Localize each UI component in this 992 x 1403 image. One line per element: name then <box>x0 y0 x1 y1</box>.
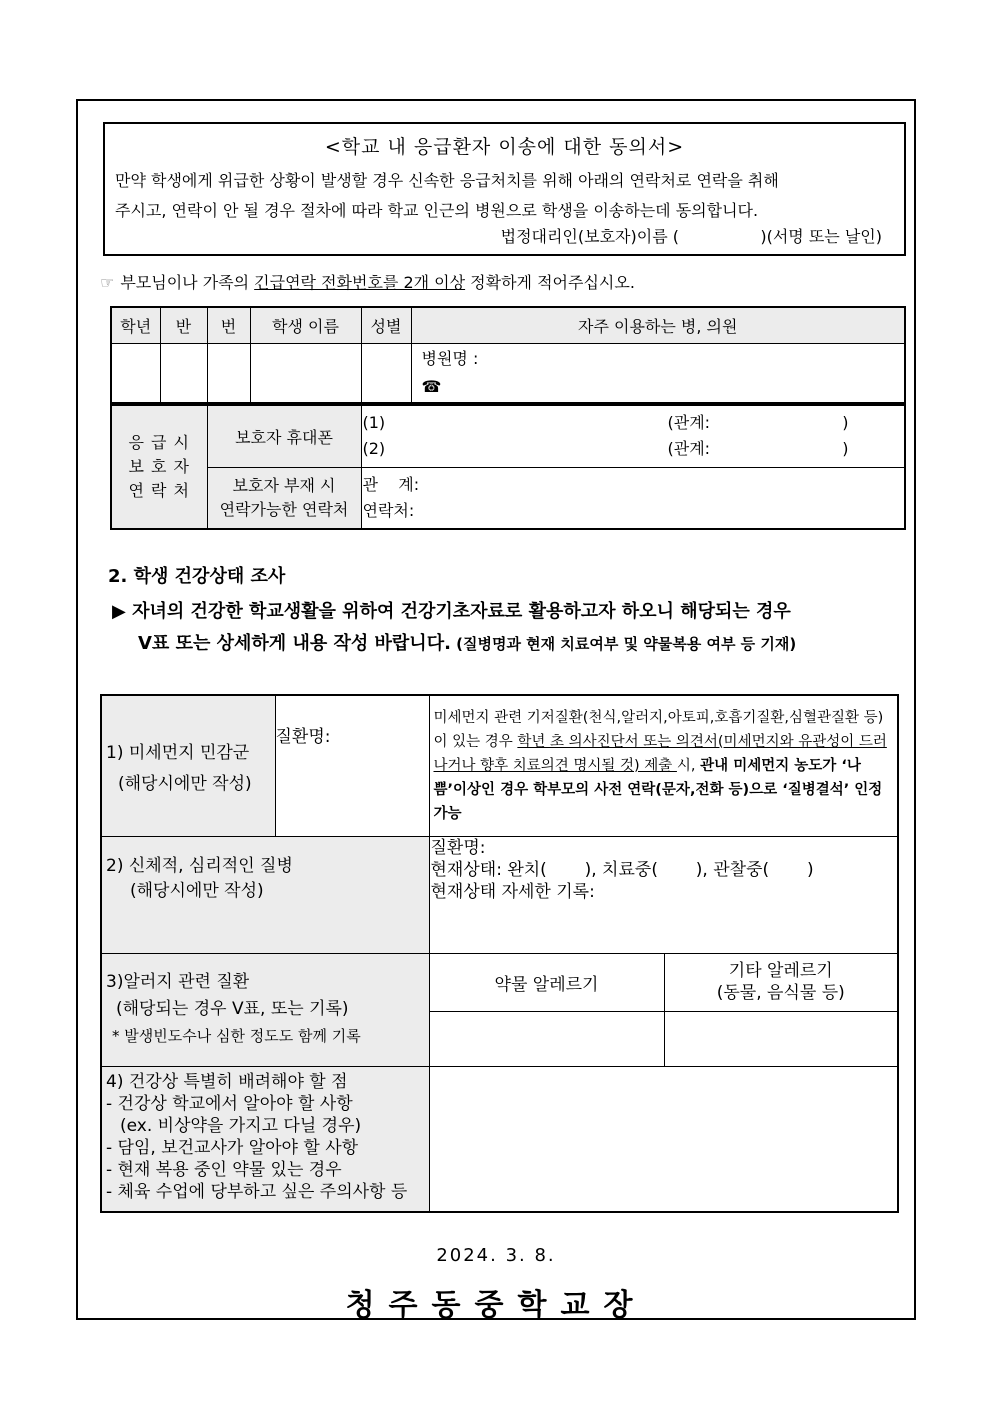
hospital-cell[interactable] <box>411 343 905 403</box>
fine-dust-info: 미세먼지 관련 기저질환(천식,알러지,아토피,호흡기질환,심혈관질환 등)이 있는 경우 학년 초 의사진단서 또는 의견서(미세먼지와 유관성이 드러나거나 향후 치료의견 명시될 것) 제출 시, 관내 미세먼지 농도가 ‘나쁨’이상인 경우 학부모의 사전 연락(문자,전화 등)으로 ‘질병결석’ 인정가능 <box>429 695 898 836</box>
fine-dust-label: 1) 미세먼지 민감군 (해당시에만 작성) <box>101 695 275 836</box>
other-allergy-cell[interactable] <box>664 1011 898 1066</box>
guardian-phone-label: 보호자 휴대폰 <box>207 405 361 467</box>
fine-dust-disease-cell[interactable]: 질환명: <box>275 695 429 836</box>
consent-body <box>115 166 890 226</box>
consent-signature[interactable]: 법정대리인(보호자)이름 ( )(서명 또는 날인) <box>500 227 882 246</box>
other-allergy-header: 기타 알레르기 (동물, 음식물 등) <box>664 953 898 1011</box>
grade-cell[interactable] <box>111 343 160 403</box>
allergy-label: 3)알러지 관련 질환 (해당되는 경우 V표, 또는 기록) * 발생빈도수나 심한 정도도 함께 기록 <box>101 953 429 1066</box>
emergency-note: ☞ 부모님이나 가족의 긴급연락 전화번호를 2개 이상 정확하게 적어주십시오. <box>100 273 635 292</box>
student-table-header <box>111 307 905 343</box>
header-number: 번 <box>207 307 250 343</box>
student-info-table <box>110 306 906 404</box>
health-survey-table <box>100 694 899 1213</box>
drug-allergy-cell[interactable] <box>429 1011 664 1066</box>
guardian-phone-cell[interactable] <box>361 405 905 467</box>
name-cell[interactable] <box>250 343 361 403</box>
header-class: 반 <box>160 307 207 343</box>
note-underlined: 긴급연락 전화번호를 2개 이상 <box>254 273 466 292</box>
class-cell[interactable] <box>160 343 207 403</box>
special-care-label: 4) 건강상 특별히 배려해야 할 점 - 건강상 학교에서 알아야 할 사항 (ex. 비상약을 가지고 다닐 경우) - 담임, 보건교사가 알아야 할 사항 - 현재 복용 중인 약물 있는 경우 - 체육 수업에 당부하고 싶은 주의사항 등 <box>101 1066 429 1212</box>
consent-line-1: 만약 학생에게 위급한 상황이 발생할 경우 신속한 응급처치를 위해 아래의 연락처로 연락을 취해 <box>115 171 779 190</box>
hospital-name-label: 병원명 : <box>421 348 479 368</box>
consent-line-2: 주시고, 연락이 안 될 경우 절차에 따라 학교 인근의 병원으로 학생을 이송하는데 동의합니다. <box>115 201 759 220</box>
principal-signature: 청주동중학교장 <box>345 1288 647 1323</box>
header-hospital: 자주 이용하는 병, 의원 <box>411 307 905 343</box>
physical-illness-cell[interactable]: 질환명: 현재상태: 완치( ), 치료중( ), 관찰중( ) 현재상태 자세한 기록: <box>429 836 898 953</box>
consent-title: <학교 내 응급환자 이송에 대한 동의서> <box>324 136 685 158</box>
header-grade: 학년 <box>111 307 160 343</box>
relation-field[interactable]: 관 계: <box>362 474 420 494</box>
emergency-contact-table <box>110 404 906 530</box>
absent-contact-label: 보호자 부재 시 연락가능한 연락처 <box>207 467 361 529</box>
consent-box <box>103 122 906 256</box>
drug-allergy-header: 약물 알레르기 <box>429 953 664 1011</box>
special-care-cell[interactable] <box>429 1066 898 1212</box>
gender-cell[interactable] <box>361 343 411 403</box>
number-cell[interactable] <box>207 343 250 403</box>
absent-contact-cell[interactable] <box>361 467 905 529</box>
header-gender: 성별 <box>361 307 411 343</box>
student-table-row <box>111 343 905 403</box>
section-2-instructions: ▶ 자녀의 건강한 학교생활을 위하여 건강기초자료로 활용하고자 하오니 해당되는 경우 V표 또는 상세하게 내용 작성 바랍니다. (질병명과 현재 치료여부 및 약물복용 여부 등 기재) <box>112 601 797 654</box>
phone-icon: ☎ <box>421 376 442 396</box>
document-date: 2024. 3. 8. <box>436 1245 556 1266</box>
header-name: 학생 이름 <box>250 307 361 343</box>
emergency-group-label: 응 급 시 보 호 자 연 락 처 <box>111 405 207 529</box>
pointing-hand-icon: ☞ <box>100 273 115 292</box>
phone-1[interactable]: (1) (관계: ) <box>362 413 849 433</box>
physical-illness-label: 2) 신체적, 심리적인 질병 (해당시에만 작성) <box>101 836 429 953</box>
section-2-title: 2. 학생 건강상태 조사 <box>108 566 286 587</box>
contact-field[interactable]: 연락처: <box>362 500 415 520</box>
phone-2[interactable]: (2) (관계: ) <box>362 439 849 459</box>
